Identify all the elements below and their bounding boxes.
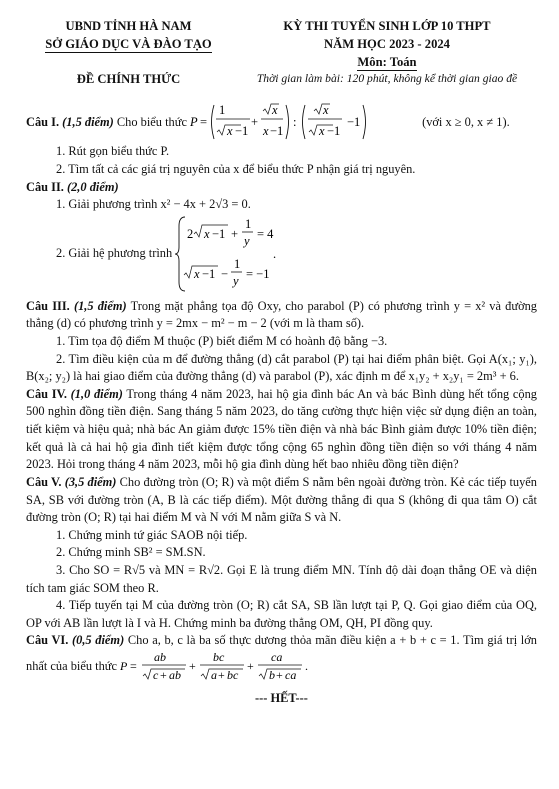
question-3-points: (1,5 điểm) (73, 298, 127, 313)
equation-system-formula (175, 214, 295, 294)
svg-text:+: + (251, 115, 259, 130)
question-5-item-1: 1. Chứng minh tứ giác SAOB nội tiếp. (56, 527, 248, 542)
question-2-item-2-text: 2. Giải hệ phương trình (56, 245, 173, 260)
svg-text:−1: −1 (327, 124, 341, 139)
question-1-condition: (với x ≥ 0, x ≠ 1). (422, 114, 510, 129)
svg-text:bc: bc (227, 667, 239, 682)
svg-text:ca: ca (285, 667, 297, 682)
svg-text:x: x (204, 226, 210, 241)
question-3-item-1: 1. Tìm tọa độ điểm M thuộc (P) biết điểm M có hoành độ bằng −3. (56, 334, 388, 349)
question-5-label: Câu V. (26, 474, 62, 489)
question-2-item-2 (26, 214, 537, 294)
svg-text:bc: bc (213, 649, 225, 664)
question-1-points: (1,5 điểm) (62, 114, 114, 129)
question-2-points: (2,0 điểm) (66, 179, 119, 194)
end-marker: --- HẾT--- (255, 690, 308, 705)
svg-text:−1: −1 (212, 226, 226, 241)
header-right (237, 18, 537, 89)
question-4-points: (1,0 điểm) (70, 386, 123, 401)
question-3-item-2: 2. Tìm điều kiện của m để đường thẳng (d) cắt parabol (P) tại hai điểm phân biệt. Gọi A(x₁; y₁), B(x₂; y₂) là hai giao điểm của đường thẳng (d) và parabol (P), xác định m để x₁y₂ + x₂y₁ = 2m³ + 6. (26, 351, 537, 384)
question-5-points: (3,5 điểm) (64, 474, 117, 489)
question-6-statement (26, 632, 537, 684)
question-1-item-2: 2. Tìm tất cả các giá trị nguyên của x để biểu thức P nhận giá trị nguyên. (56, 161, 416, 176)
svg-text:+: + (160, 667, 167, 682)
svg-text:−1: −1 (347, 115, 361, 130)
svg-text:P: P (190, 115, 198, 130)
question-5-item-3: 3. Cho SO = R√5 và MN = R√2. Gọi E là trung điểm MN. Tính độ dài đoạn thẳng OE và diện tích tam giác SOM theo R. (26, 562, 537, 595)
official-exam-label: ĐỀ CHÍNH THỨC (76, 72, 181, 87)
question-4-text: Trong tháng 4 năm 2023, hai hộ gia đình bác An và bác Bình dùng hết tổng cộng 500 nghìn đồng tiền điện. Sang tháng 5 năm 2023, do tăng cường thực hiện việc sử dụng điện an toàn, tiết kiệm và hiệu quả; nhà bác An giảm được 15% tiền điện và nhà bác Bình giảm được 10% tiền điện; kết quả là cả hai hộ gia đình tiết kiệm được tổng cộng 65 nghìn đồng tiền điện so với tháng 4 năm 2023. Hỏi trong tháng 4 năm 2023, mỗi hộ gia đình dùng hết bao nhiêu đồng tiền điện? (26, 386, 538, 472)
education-department: SỞ GIÁO DỤC VÀ ĐÀO TẠO (45, 37, 211, 53)
svg-text:a: a (211, 667, 218, 682)
question-5-item-4: 4. Tiếp tuyến tại M của đường tròn (O; R) cắt SA, SB lần lượt tại P, Q. Gọi giao điểm của OQ, OP với AB lần lượt là I và H. Chứng minh ba đường thẳng OM, QH, PI đồng quy. (26, 598, 537, 630)
expression-max-formula (120, 650, 316, 684)
header (26, 18, 537, 89)
school-year: NĂM HỌC 2023 - 2024 (324, 36, 450, 51)
question-6-text: Cho a, b, c là ba số thực dương thỏa mãn điều kiện a + b + c = 1. Tìm giá trị lớn nhất của biểu thức (26, 633, 537, 673)
svg-text::: : (293, 115, 297, 130)
svg-text:ab: ab (154, 649, 167, 664)
question-5-statement (26, 474, 537, 527)
svg-text:.: . (305, 658, 309, 673)
svg-text:c: c (153, 667, 159, 682)
svg-text:ab: ab (169, 667, 182, 682)
svg-text:2: 2 (187, 226, 194, 241)
svg-text:y: y (244, 233, 250, 248)
exam-title: KỲ THI TUYỂN SINH LỚP 10 THPT (283, 19, 491, 33)
time-limit: Thời gian làm bài: 120 phút, không kể thời gian giao đề (256, 72, 518, 86)
question-1-label: Câu I. (26, 114, 60, 129)
svg-text:= −1: = −1 (246, 266, 270, 281)
svg-text:−1: −1 (270, 124, 284, 139)
question-4-statement (26, 386, 537, 474)
question-1-intro: Cho biểu thức (116, 114, 187, 129)
svg-text:x: x (227, 124, 233, 139)
question-3-label: Câu III. (26, 298, 70, 313)
svg-text:+: + (247, 658, 254, 673)
svg-text:=: = (130, 658, 137, 673)
question-3-statement (26, 298, 537, 333)
svg-text:1: 1 (234, 256, 241, 271)
exam-body (26, 101, 537, 707)
question-2-label: Câu II. (26, 179, 64, 194)
svg-text:b: b (269, 667, 276, 682)
svg-text:= 4: = 4 (257, 226, 274, 241)
svg-text:.: . (273, 246, 277, 261)
svg-text:ca: ca (271, 649, 283, 664)
svg-text:1: 1 (245, 216, 252, 231)
svg-text:x: x (323, 103, 329, 118)
svg-text:1: 1 (219, 103, 226, 118)
svg-text:−1: −1 (235, 124, 249, 139)
question-5-item-2: 2. Chứng minh SB² = SM.SN. (56, 545, 206, 560)
svg-text:+: + (218, 667, 225, 682)
subject: Môn: Toán (357, 55, 416, 71)
svg-text:−1: −1 (202, 266, 216, 281)
svg-text:+: + (276, 667, 283, 682)
header-left (26, 18, 231, 89)
svg-text:x: x (263, 124, 269, 139)
svg-text:+: + (189, 658, 196, 673)
province-committee: UBND TỈNH HÀ NAM (65, 19, 192, 33)
question-6-label: Câu VI. (26, 633, 69, 648)
question-6-points: (0,5 điểm) (72, 633, 125, 648)
svg-text:x: x (319, 124, 325, 139)
question-1-statement (26, 101, 537, 143)
svg-text:x: x (194, 266, 200, 281)
question-2-heading (26, 179, 537, 197)
svg-text:−: − (221, 266, 229, 281)
question-1-item-1: 1. Rút gọn biểu thức P. (56, 144, 170, 159)
question-2-item-1: 1. Giải phương trình x² − 4x + 2√3 = 0. (56, 197, 251, 212)
question-5-text: Cho đường tròn (O; R) và một điểm S nằm bên ngoài đường tròn. Kẻ các tiếp tuyến SA, SB với đường tròn (A, B là các tiếp điểm). Một đường thẳng đi qua S (không đi qua tâm O) cắt đường tròn (O; R) tại hai điểm M và N với M nằm giữa S và N. (26, 474, 537, 525)
svg-text:+: + (231, 226, 239, 241)
question-3-text: Trong mặt phẳng tọa độ Oxy, cho parabol (P) có phương trình y = x² và đường thẳng (d) có phương trình y = 2mx − m² − m − 2 (với m là tham số). (26, 298, 538, 331)
svg-text:=: = (200, 115, 208, 130)
svg-text:P: P (120, 658, 128, 673)
question-4-label: Câu IV. (26, 386, 67, 401)
expression-p-formula (190, 101, 422, 143)
svg-text:y: y (233, 273, 239, 288)
svg-text:x: x (272, 103, 278, 118)
